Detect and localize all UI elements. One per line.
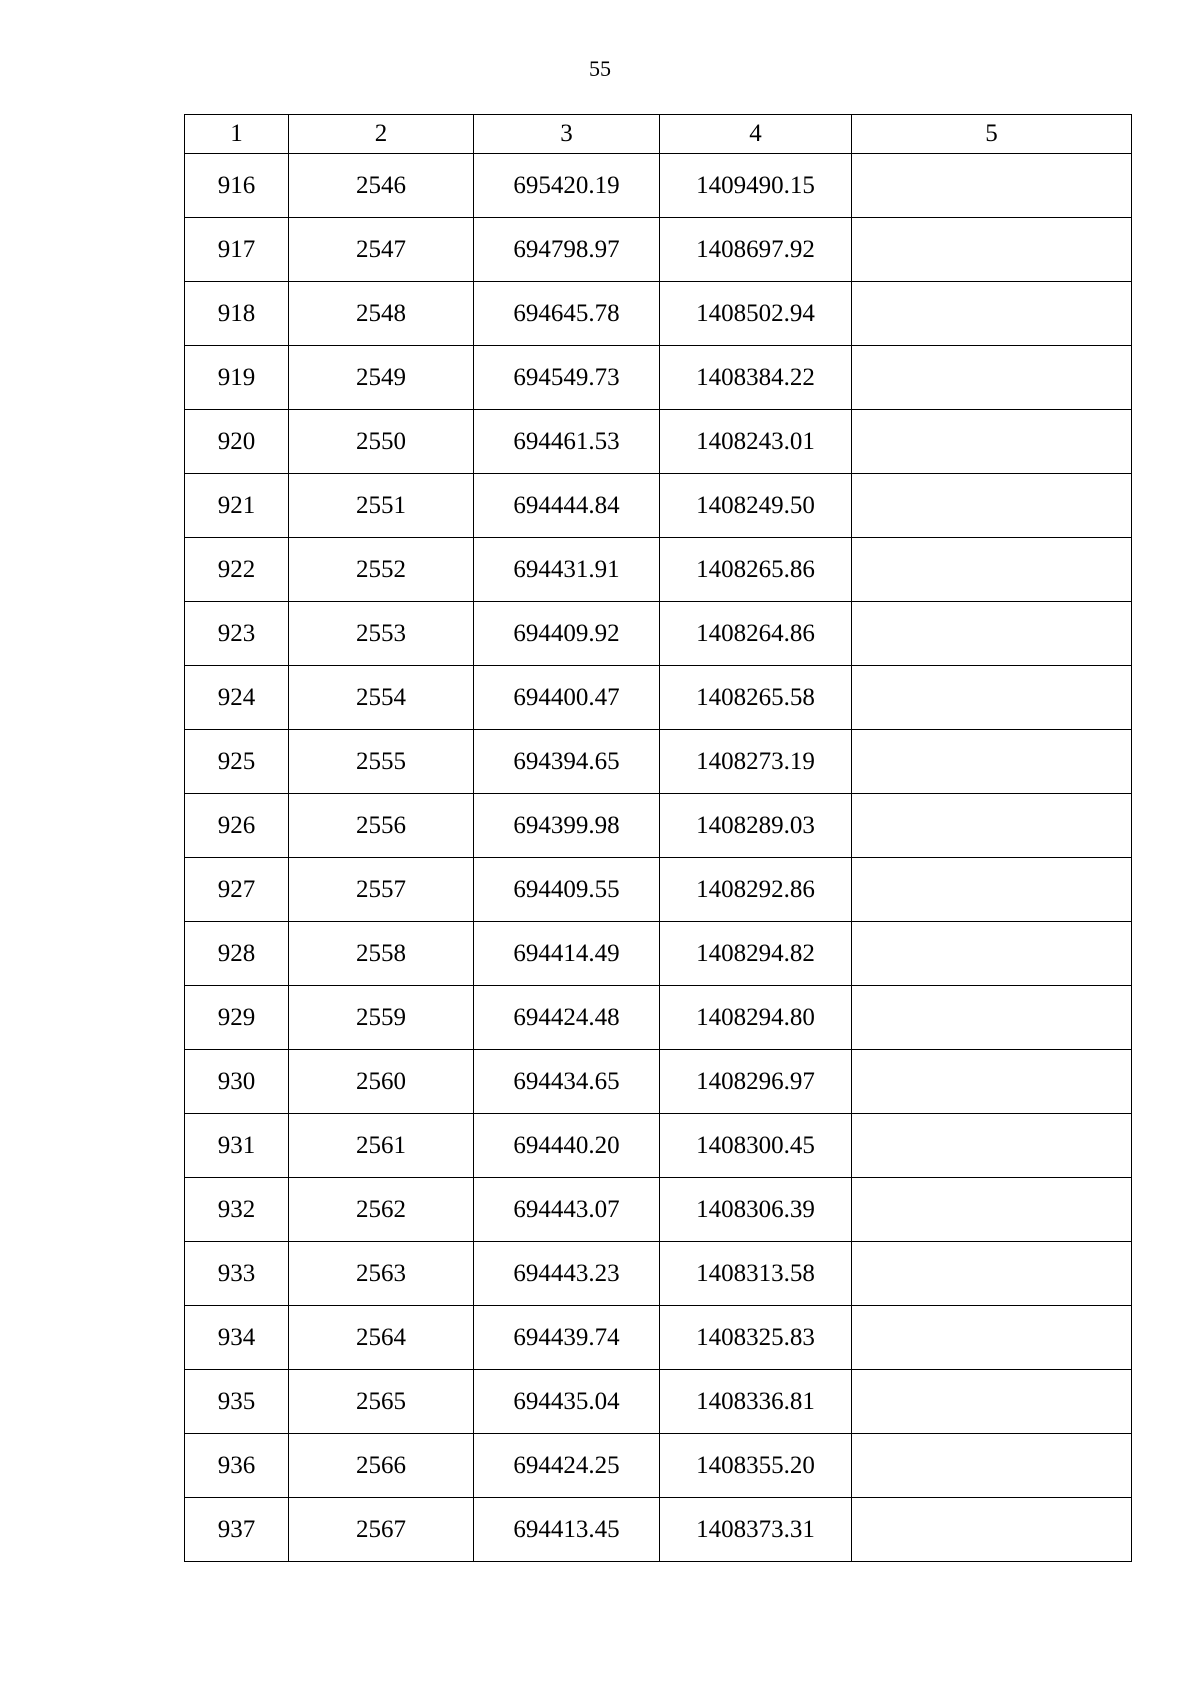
table-cell-col-5 (852, 346, 1132, 410)
table-row (185, 858, 1132, 922)
table-row (185, 730, 1132, 794)
table-cell-col-3: 694394.65 (474, 730, 660, 794)
table-cell-col-1: 916 (185, 154, 289, 218)
table-cell-col-3: 694413.45 (474, 1498, 660, 1562)
table-cell-col-4: 1408373.31 (660, 1498, 852, 1562)
table-cell-col-4: 1408265.58 (660, 666, 852, 730)
table-cell-col-5 (852, 730, 1132, 794)
table-cell-col-1: 929 (185, 986, 289, 1050)
table-cell-col-3: 694409.92 (474, 602, 660, 666)
table-row (185, 282, 1132, 346)
table-cell-col-2: 2552 (289, 538, 474, 602)
table-cell-col-1: 927 (185, 858, 289, 922)
table-cell-col-3: 694645.78 (474, 282, 660, 346)
table-cell-col-1: 918 (185, 282, 289, 346)
table-row (185, 1370, 1132, 1434)
table-cell-col-1: 936 (185, 1434, 289, 1498)
table-cell-col-4: 1408325.83 (660, 1306, 852, 1370)
table-cell-col-3: 694400.47 (474, 666, 660, 730)
table-cell-col-4: 1408355.20 (660, 1434, 852, 1498)
table-cell-col-2: 2561 (289, 1114, 474, 1178)
table-row (185, 602, 1132, 666)
table-cell-col-5 (852, 154, 1132, 218)
header-row (185, 115, 1132, 154)
table-row (185, 922, 1132, 986)
table-row (185, 1178, 1132, 1242)
table-cell-col-3: 694549.73 (474, 346, 660, 410)
table-cell-col-4: 1408294.82 (660, 922, 852, 986)
table-cell-col-4: 1408384.22 (660, 346, 852, 410)
table-cell-col-3: 694461.53 (474, 410, 660, 474)
table-cell-col-3: 694409.55 (474, 858, 660, 922)
table-cell-col-5 (852, 986, 1132, 1050)
table-cell-col-2: 2563 (289, 1242, 474, 1306)
table-cell-col-5 (852, 282, 1132, 346)
table-row (185, 474, 1132, 538)
table-cell-col-4: 1408697.92 (660, 218, 852, 282)
table-cell-col-5 (852, 794, 1132, 858)
table-cell-col-2: 2565 (289, 1370, 474, 1434)
table-cell-col-2: 2554 (289, 666, 474, 730)
table-cell-col-1: 934 (185, 1306, 289, 1370)
table-row (185, 1434, 1132, 1498)
table-cell-col-2: 2556 (289, 794, 474, 858)
table-cell-col-2: 2546 (289, 154, 474, 218)
table-cell-col-1: 917 (185, 218, 289, 282)
table-row (185, 1114, 1132, 1178)
table-cell-col-1: 928 (185, 922, 289, 986)
column-header-4: 4 (660, 115, 852, 154)
table-body (185, 154, 1132, 1562)
table-cell-col-3: 694440.20 (474, 1114, 660, 1178)
table-cell-col-5 (852, 922, 1132, 986)
coordinates-table (184, 114, 1132, 1562)
table-cell-col-4: 1408265.86 (660, 538, 852, 602)
table-cell-col-2: 2562 (289, 1178, 474, 1242)
column-header-1: 1 (185, 115, 289, 154)
table-cell-col-2: 2548 (289, 282, 474, 346)
table-cell-col-2: 2550 (289, 410, 474, 474)
table-cell-col-3: 694424.48 (474, 986, 660, 1050)
table-cell-col-2: 2549 (289, 346, 474, 410)
table-cell-col-4: 1408306.39 (660, 1178, 852, 1242)
table-cell-col-4: 1408313.58 (660, 1242, 852, 1306)
table-cell-col-4: 1408273.19 (660, 730, 852, 794)
table-cell-col-5 (852, 1498, 1132, 1562)
table-cell-col-2: 2566 (289, 1434, 474, 1498)
table-cell-col-5 (852, 1370, 1132, 1434)
table-row (185, 666, 1132, 730)
table-cell-col-5 (852, 474, 1132, 538)
table-row (185, 218, 1132, 282)
table-cell-col-5 (852, 1050, 1132, 1114)
table-cell-col-4: 1408294.80 (660, 986, 852, 1050)
table-cell-col-3: 694443.23 (474, 1242, 660, 1306)
table-cell-col-3: 694439.74 (474, 1306, 660, 1370)
table-cell-col-4: 1408300.45 (660, 1114, 852, 1178)
table-cell-col-1: 933 (185, 1242, 289, 1306)
table-cell-col-1: 932 (185, 1178, 289, 1242)
table-cell-col-3: 694399.98 (474, 794, 660, 858)
table-cell-col-1: 925 (185, 730, 289, 794)
table-cell-col-3: 694443.07 (474, 1178, 660, 1242)
table-cell-col-5 (852, 1178, 1132, 1242)
table-cell-col-5 (852, 538, 1132, 602)
table-cell-col-1: 919 (185, 346, 289, 410)
table-cell-col-2: 2564 (289, 1306, 474, 1370)
table-cell-col-1: 923 (185, 602, 289, 666)
table-cell-col-4: 1408264.86 (660, 602, 852, 666)
table-cell-col-5 (852, 410, 1132, 474)
table-cell-col-1: 920 (185, 410, 289, 474)
table-cell-col-3: 694431.91 (474, 538, 660, 602)
table-cell-col-5 (852, 1242, 1132, 1306)
table-cell-col-4: 1408296.97 (660, 1050, 852, 1114)
table-row (185, 410, 1132, 474)
column-header-3: 3 (474, 115, 660, 154)
table-cell-col-2: 2557 (289, 858, 474, 922)
table-header (185, 115, 1132, 154)
table-row (185, 538, 1132, 602)
table-cell-col-5 (852, 1306, 1132, 1370)
table-row (185, 794, 1132, 858)
table-row (185, 1242, 1132, 1306)
table-cell-col-5 (852, 666, 1132, 730)
table-row (185, 1498, 1132, 1562)
table-row (185, 1306, 1132, 1370)
table-cell-col-1: 921 (185, 474, 289, 538)
page-number: 55 (589, 56, 611, 81)
table-cell-col-2: 2547 (289, 218, 474, 282)
table-cell-col-4: 1409490.15 (660, 154, 852, 218)
table-cell-col-2: 2555 (289, 730, 474, 794)
table-cell-col-3: 694434.65 (474, 1050, 660, 1114)
table-cell-col-5 (852, 602, 1132, 666)
table-cell-col-1: 926 (185, 794, 289, 858)
table-cell-col-5 (852, 218, 1132, 282)
table-cell-col-5 (852, 858, 1132, 922)
table-cell-col-4: 1408502.94 (660, 282, 852, 346)
table-cell-col-4: 1408249.50 (660, 474, 852, 538)
column-header-5: 5 (852, 115, 1132, 154)
table-cell-col-2: 2551 (289, 474, 474, 538)
table-cell-col-3: 694444.84 (474, 474, 660, 538)
table-cell-col-3: 694798.97 (474, 218, 660, 282)
table-cell-col-2: 2553 (289, 602, 474, 666)
table-cell-col-5 (852, 1434, 1132, 1498)
table-cell-col-3: 694424.25 (474, 1434, 660, 1498)
table-cell-col-1: 924 (185, 666, 289, 730)
table-cell-col-2: 2560 (289, 1050, 474, 1114)
table-row (185, 1050, 1132, 1114)
table-cell-col-2: 2559 (289, 986, 474, 1050)
table-row (185, 986, 1132, 1050)
table-cell-col-3: 694435.04 (474, 1370, 660, 1434)
table-cell-col-4: 1408289.03 (660, 794, 852, 858)
column-header-2: 2 (289, 115, 474, 154)
table-cell-col-2: 2558 (289, 922, 474, 986)
table-cell-col-1: 922 (185, 538, 289, 602)
table-cell-col-4: 1408243.01 (660, 410, 852, 474)
table-cell-col-1: 935 (185, 1370, 289, 1434)
table-cell-col-4: 1408336.81 (660, 1370, 852, 1434)
table-row (185, 154, 1132, 218)
table-cell-col-2: 2567 (289, 1498, 474, 1562)
table-row (185, 346, 1132, 410)
table-cell-col-3: 694414.49 (474, 922, 660, 986)
table-cell-col-4: 1408292.86 (660, 858, 852, 922)
table-cell-col-5 (852, 1114, 1132, 1178)
table-cell-col-1: 930 (185, 1050, 289, 1114)
table-cell-col-1: 931 (185, 1114, 289, 1178)
table-cell-col-3: 695420.19 (474, 154, 660, 218)
table-cell-col-1: 937 (185, 1498, 289, 1562)
